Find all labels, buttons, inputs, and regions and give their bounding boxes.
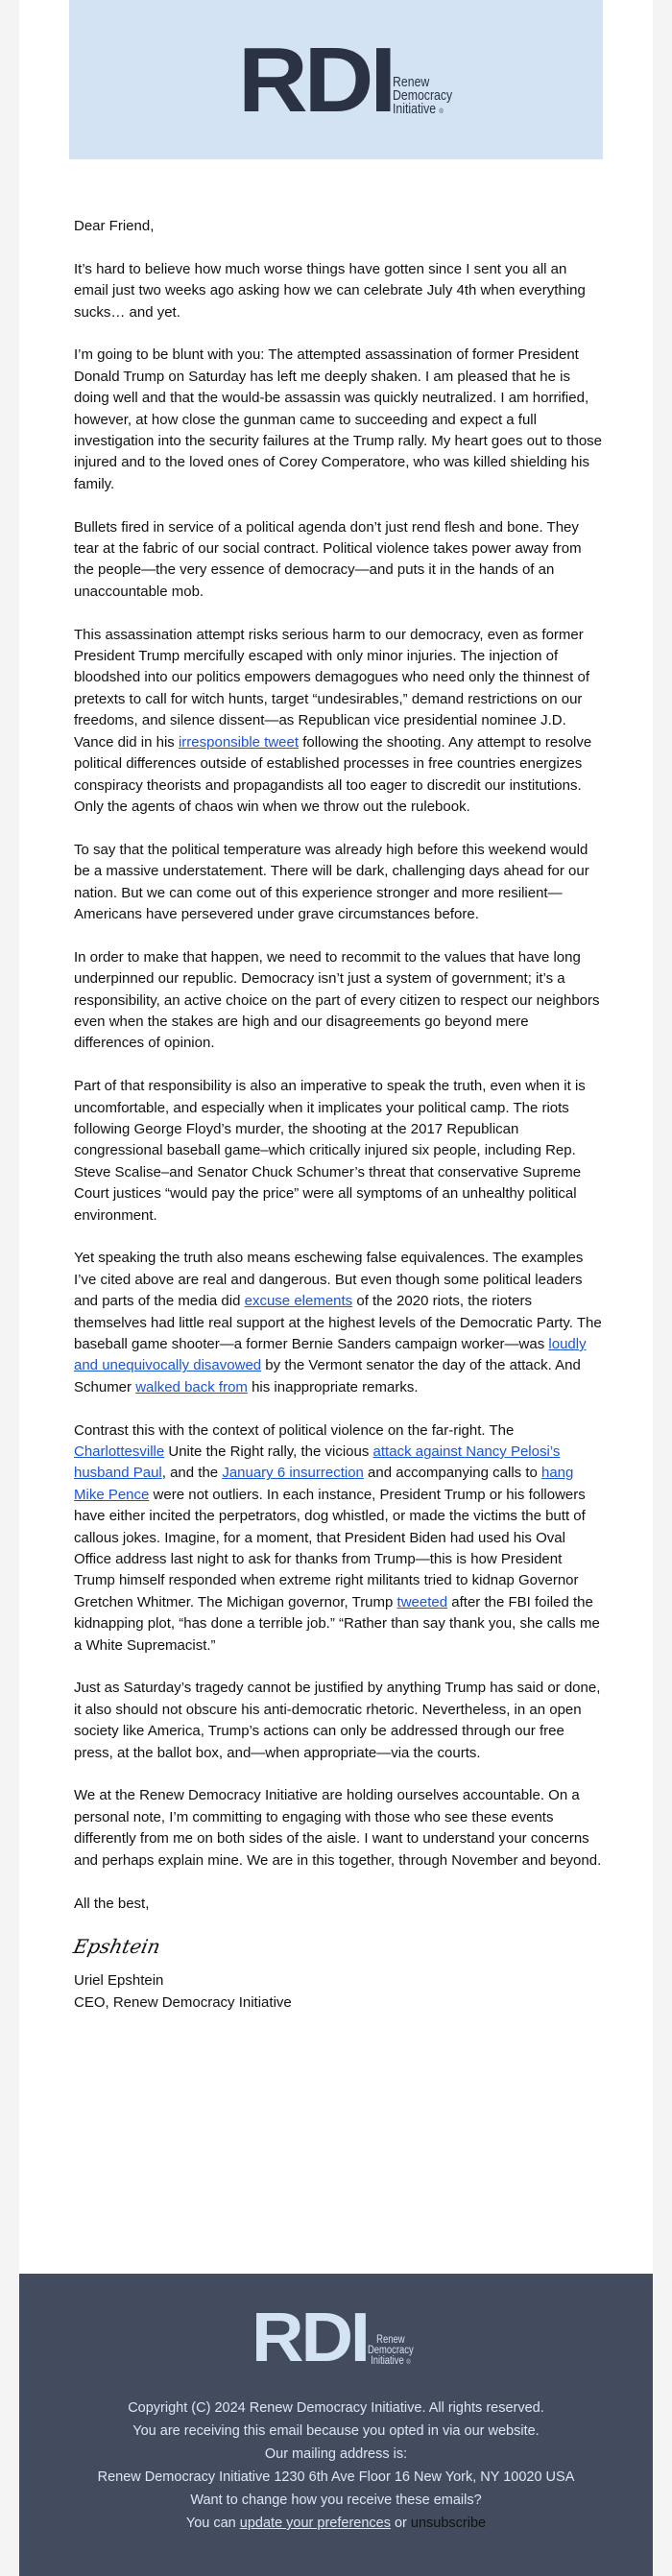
pelosi-attack-link[interactable]: attack against Nancy Pelosi’s husband Paul [74, 1443, 561, 1482]
paragraph: It’s hard to believe how much worse things have gotten since I sent you all an email just two weeks ago asking how we can celebrate July 4th when everything sucks… and yet. [74, 260, 586, 321]
walked-back-link[interactable]: walked back from [135, 1378, 248, 1395]
rdi-logo [238, 46, 466, 119]
update-preferences-link[interactable]: update your preferences [239, 2516, 391, 2531]
email-container [19, 0, 653, 2576]
footer-text [19, 2397, 653, 2535]
paragraph: I’m going to be blunt with you: The attempted assassination of former President Donald Trump on Saturday has left me deeply shaken. I am pleased that he is doing well and that the would-be assassin was quickly neutralized. I am horrified, however, at how close the gunman came to succeeding and expect a full investigation into the security failures at the Trump rally. My heart goes out to those injured and to the loved ones of Corey Comperatore, who was killed shielding his family. [74, 346, 602, 492]
email-footer [19, 2274, 653, 2576]
logo-wordmark: Renew Democracy Initiative ® [368, 2334, 414, 2367]
opt-in-notice: You are receiving this email because you opted in via our website. [132, 2423, 540, 2439]
paragraph: Part of that responsibility is also an imperative to speak the truth, even when it is uncomfortable, and especially when it implicates your political camp. The riots following George Floyd’s murder, the shooting at the 2017 Republican congressional baseball game–which critically injured six people, including Rep. Steve Scalise–and Senator Chuck Schumer’s threat that conservative Supreme Court justices “would pay the price” were all symptoms of an unhealthy political environment. [74, 1078, 586, 1224]
paragraph: This assassination attempt risks serious harm to our democracy, even as former President Trump mercifully escaped with only minor injuries. The injection of bloodshed into our politics empowers demagogues who need only the thinnest of pretexts to call for witch hunts, target “undesirables,” demand restrictions on our freedoms, and silence dissent—as Republican vice presidential nominee J.D. Vance did in his irresponsible tweet following the shooting. Any attempt to resolve political differences outside of established processes in free countries energizes conspiracy theorists and propagandists all too eager to discredit our institutions. Only the agents of chaos win when we throw out the rulebook. [74, 626, 592, 815]
paragraph: Yet speaking the truth also means eschewing false equivalences. The examples I’ve cited above are real and dangerous. But even though some political leaders and parts of the media did excuse elements of the 2020 riots, the rioters themselves had little real support at the highest levels of the Democratic Party. The baseball game shooter—a former Bernie Sanders campaign worker—was loudly and unequivocally disavowed by the Vermont senator the day of the attack. And Schumer walked back from his inappropriate remarks. [74, 1250, 602, 1395]
paragraph: Just as Saturday’s tragedy cannot be justified by anything Trump has said or done, it also should not obscure his anti-democratic rhetoric. Nevertheless, in an open society like America, Trump’s actions can only be addressed through our free press, at the ballot box, and—when appropriate—via the courts. [74, 1680, 601, 1761]
january-6-link[interactable]: January 6 insurrection [222, 1465, 364, 1482]
charlottesville-link[interactable]: Charlottesville [74, 1443, 165, 1461]
tweeted-link[interactable]: tweeted [396, 1593, 448, 1610]
change-prompt: Want to change how you receive these emails? [190, 2493, 482, 2508]
logo-wordmark: Renew Democracy Initiative ® [393, 74, 453, 117]
paragraph: Bullets fired in service of a political agenda don’t just rend flesh and bone. They tear at the fabric of our social contract. Political violence takes power away from the people—the very essence of democracy—and puts it in the hands of an unaccountable mob. [74, 518, 582, 600]
disavowed-link[interactable]: loudly and unequivocally disavowed [74, 1336, 587, 1374]
preferences-line: You can update your preferences or unsubscribe [185, 2516, 487, 2531]
irresponsible-tweet-link[interactable]: irresponsible tweet [178, 733, 300, 751]
rdi-logo-footer [252, 2312, 423, 2368]
sender-name: Uriel Epshtein [74, 1972, 164, 1990]
sender-title: CEO, Renew Democracy Initiative [74, 1993, 292, 2011]
paragraph: We at the Renew Democracy Initiative are holding ourselves accountable. On a personal note, I’m committing to engaging with those who see these events differently from me on both sides of the aisle. I want to understand your concerns and perhaps explain mine. We are in this together, through November and beyond. [74, 1787, 602, 1869]
excuse-elements-link[interactable]: excuse elements [244, 1293, 353, 1310]
paragraph: Contrast this with the context of political violence on the far-right. The Charlottesville Unite the Right rally, the vicious attack against Nancy Pelosi’s husband Paul, and the January 6 insurrection and accompanying calls to hang Mike Pence were not outliers. In each instance, President Trump or his followers have either incited the perpetrators, dog whistled, or made the victims the butt of callous jokes. Imagine, for a moment, that President Biden had used his Oval Office address last night to ask for thanks from Trump—this is how President Trump himself responded when extreme right militants tried to kidnap Governor Gretchen Whitmer. The Michigan governor, Trump tweeted after the FBI foiled the kidnapping plot, “has done a terrible job.” “Rather than say thank you, she calls me a White Supremacist.” [74, 1421, 600, 1654]
email-header [69, 0, 603, 159]
mailing-address: Renew Democracy Initiative 1230 6th Ave Floor 16 New York, NY 10020 USA [97, 2469, 575, 2485]
logo-mark: RDI [238, 46, 393, 119]
unsubscribe-link[interactable]: unsubscribe [410, 2516, 487, 2531]
greeting: Dear Friend, [74, 218, 155, 234]
paragraph: To say that the political temperature was already high before this weekend would be a massive understatement. There will be dark, challenging days ahead for our nation. But we can come out of this experience stronger and more resilient—Americans have persevered under grave circumstances before. [74, 841, 589, 922]
paragraph: In order to make that happen, we need to recommit to the values that have long underpinned our republic. Democracy isn’t just a system of government; it’s a responsibility, an active choice on the part of every citizen to respect our neighbors even when the stakes are high and our disagreements go beyond mere differences of opinion. [74, 948, 600, 1052]
copyright: Copyright (C) 2024 Renew Democracy Initiative. All rights reserved. [128, 2400, 544, 2416]
hang-mike-pence-link[interactable]: hang Mike Pence [74, 1465, 574, 1503]
logo-mark: RDI [252, 2312, 368, 2368]
signature-image: Epshtein [71, 1934, 163, 1958]
letter-body [71, 216, 602, 2014]
address-label: Our mailing address is: [264, 2446, 408, 2462]
closing: All the best, [74, 1895, 150, 1912]
